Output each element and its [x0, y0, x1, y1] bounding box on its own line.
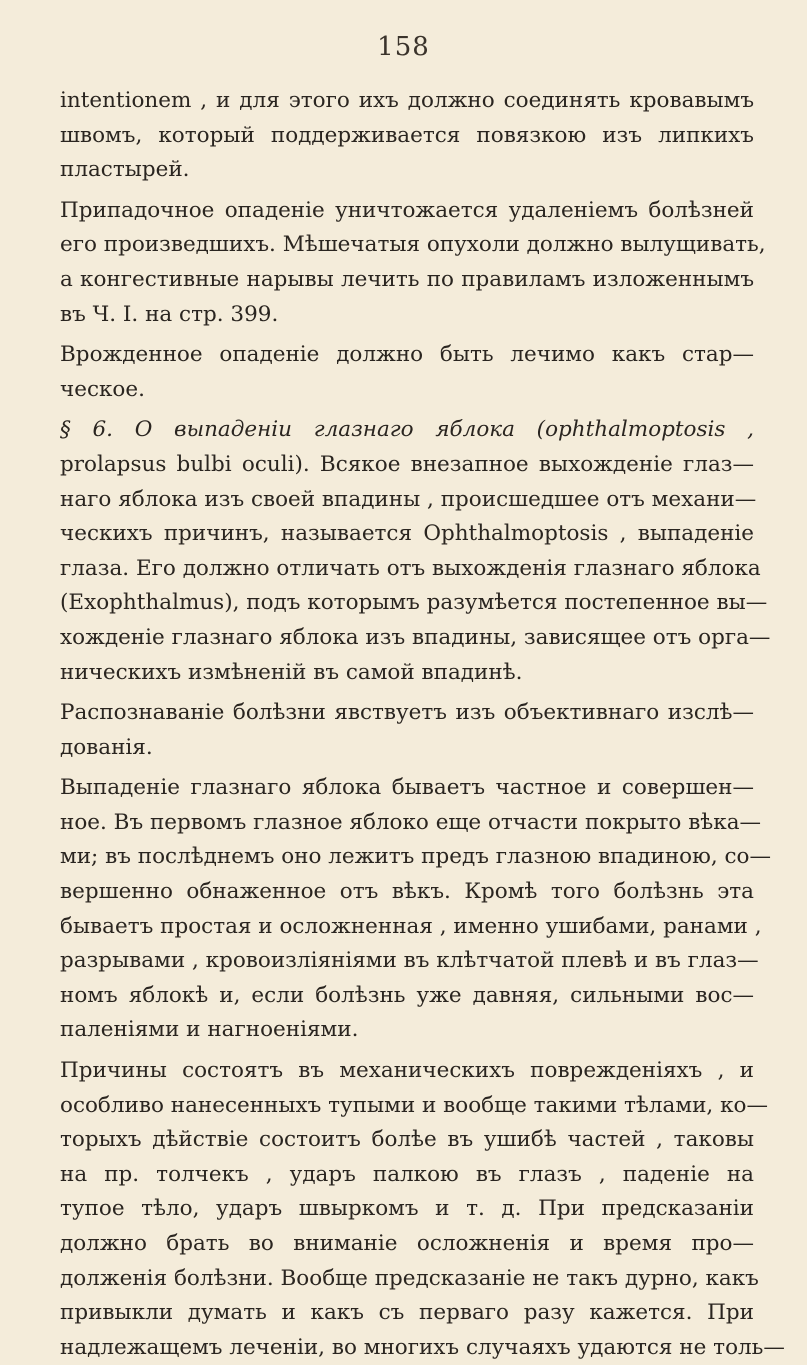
paragraph — [60, 413, 771, 690]
paragraph — [60, 338, 754, 407]
text-line: вершенно обнаженное отъ вѣкъ. Кромѣ того болѣзнь эта — [60, 879, 754, 905]
paragraph — [60, 696, 754, 765]
text-line: Распознаваніе болѣзни явствуетъ изъ объективнаго изслѣ— — [60, 700, 754, 726]
text-line: глаза. Его должно отличать отъ выхожденія глазнаго яблока — [60, 555, 761, 581]
text-line: швомъ, который поддерживается повязкою изъ липкихъ — [60, 122, 754, 148]
text-line: хожденіе глазнаго яблока изъ впадины, зависящее отъ орга— — [60, 624, 771, 650]
paragraph — [60, 194, 766, 332]
text-line: номъ яблокѣ и, если болѣзнь уже давняя, сильными вос— — [60, 982, 754, 1008]
paragraph — [60, 84, 754, 188]
text-line: prolapsus bulbi oculi). Всякое внезапное выхожденіе глаз— — [60, 451, 754, 477]
text-line: на пр. толчекъ , ударъ палкою въ глазъ , паденіе на — [60, 1161, 754, 1187]
text-line: надлежащемъ леченіи, во многихъ случаяхъ удаются не толь— — [60, 1334, 785, 1360]
text-line: Врожденное опаденіе должно быть лечимо какъ стар— — [60, 342, 754, 368]
body-text — [60, 84, 785, 1365]
paragraph — [60, 771, 771, 1048]
page-number: 158 — [377, 32, 430, 62]
text-line: а конгестивные нарывы лечить по правиламъ изложеннымъ — [60, 266, 754, 292]
text-line: привыкли думать и какъ съ перваго разу кажется. При — [60, 1300, 754, 1326]
text-line: наго яблока изъ своей впадины , происшедшее отъ механи— — [60, 486, 757, 512]
text-line: дованія. — [60, 734, 153, 760]
text-line: ческихъ причинъ, называется Ophthalmoptosis , выпаденіе — [60, 521, 754, 547]
text-line: ное. Въ первомъ глазное яблоко еще отчасти покрыто вѣка— — [60, 809, 762, 835]
text-line: ническихъ измѣненій въ самой впадинѣ. — [60, 659, 523, 685]
text-line: паленіями и нагноеніями. — [60, 1017, 359, 1043]
text-line: Выпаденіе глазнаго яблока бываетъ частное и совершен— — [60, 775, 754, 801]
text-line: торыхъ дѣйствіе состоитъ болѣе въ ушибѣ частей , таковы — [60, 1127, 754, 1153]
text-line: разрывами , кровоизліяніями въ клѣтчатой плевѣ и въ глаз— — [60, 948, 759, 974]
text-line: особливо нанесенныхъ тупыми и вообще такими тѣлами, ко— — [60, 1092, 768, 1118]
text-line: ческое. — [60, 376, 145, 402]
text-line: § 6. О выпаденіи глазнаго яблока (ophthalmoptosis , — [60, 417, 754, 443]
text-line: его произведшихъ. Мѣшечатыя опухоли должно вылущивать, — [60, 232, 766, 258]
text-line: тупое тѣло, ударъ швыркомъ и т. д. При предсказаніи — [60, 1196, 754, 1222]
text-line: (Exophthalmus), подъ которымъ разумѣется постепенное вы— — [60, 590, 768, 616]
text-line: intentionem , и для этого ихъ должно соединять кровавымъ — [60, 88, 754, 113]
text-line: бываетъ простая и осложненная , именно ушибами, ранами , — [60, 913, 762, 939]
text-line: пластырей. — [60, 157, 190, 183]
text-line: Припадочное опаденіе уничтожается удаленіемъ болѣзней — [60, 197, 754, 223]
text-line: Причины состоятъ въ механическихъ поврежденіяхъ , и — [60, 1058, 754, 1084]
paragraph — [60, 1054, 785, 1365]
text-line: ми; въ послѣднемъ оно лежитъ предъ глазною впадиною, со— — [60, 844, 771, 870]
text-line: въ Ч. I. на стр. 399. — [60, 301, 279, 327]
text-line: долженія болѣзни. Вообще предсказаніе не такъ дурно, какъ — [60, 1265, 759, 1291]
text-line: должно брать во вниманіе осложненія и время про— — [60, 1231, 754, 1256]
